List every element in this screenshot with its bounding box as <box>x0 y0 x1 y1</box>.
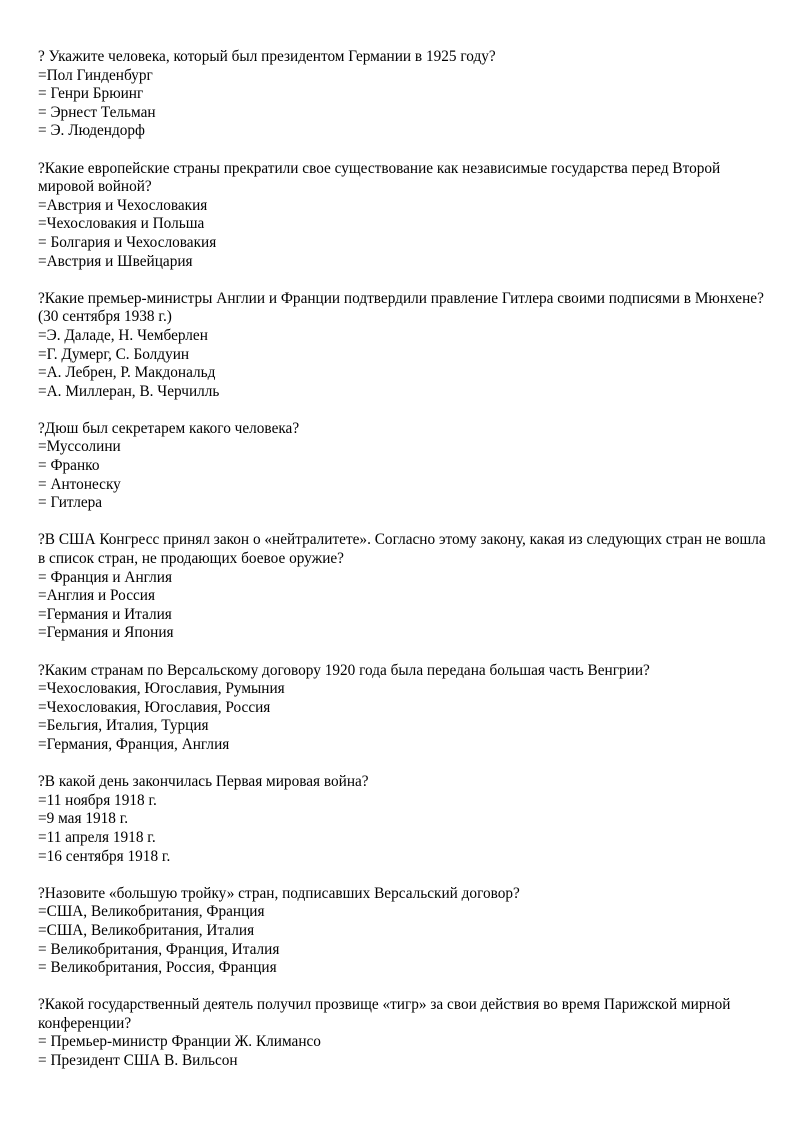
answer-option: =Австрия и Чехословакия <box>38 196 208 214</box>
question-block <box>38 885 768 978</box>
question-block <box>38 996 768 1070</box>
answer-option: =Германия и Япония <box>38 624 174 642</box>
answer-option: =США, Великобритания, Франция <box>38 903 265 921</box>
answer-option: = Э. Людендорф <box>38 122 145 140</box>
question-text: ?Дюш был секретарем какого человека? <box>38 419 300 437</box>
question-block <box>38 531 768 643</box>
answer-option: =Чехословакия и Польша <box>38 215 205 233</box>
answer-option: =Бельгия, Италия, Турция <box>38 717 209 735</box>
answer-option: = Эрнест Тельман <box>38 103 156 121</box>
answer-option: =16 сентября 1918 г. <box>38 847 171 865</box>
question-block <box>38 662 768 755</box>
answer-option: = Франко <box>38 457 100 475</box>
question-block <box>38 290 768 402</box>
answer-option: =11 апреля 1918 г. <box>38 828 156 846</box>
question-block <box>38 48 768 141</box>
answer-option: =Г. Думерг, С. Болдуин <box>38 345 190 363</box>
answer-option: =Австрия и Швейцария <box>38 252 193 270</box>
question-block <box>38 773 768 866</box>
answer-option: = Франция и Англия <box>38 568 172 586</box>
document-page <box>38 48 768 1089</box>
question-text: ?Какой государственный деятель получил прозвище «тигр» за свои действия во время Парижской мирной конференции? <box>38 996 735 1032</box>
question-text: ?В США Конгресс принял закон о «нейтралитете». Согласно этому закону, какая из следующих стран не вошла в список стран, не продающих боевое оружие? <box>38 531 770 568</box>
answer-option: =Англия и Россия <box>38 587 156 605</box>
question-text: ?Каким странам по Версальскому договору 1920 года была передана большая часть Венгрии? <box>38 661 650 679</box>
answer-option: =11 ноября 1918 г. <box>38 791 157 809</box>
question-text: ? Укажите человека, который был президентом Германии в 1925 году? <box>38 48 496 65</box>
answer-option: =А. Лебрен, Р. Макдональд <box>38 364 216 382</box>
answer-option: = Антонеску <box>38 475 121 493</box>
answer-option: =Пол Гинденбург <box>38 66 153 84</box>
answer-option: =Германия, Франция, Англия <box>38 735 230 753</box>
answer-option: =А. Миллеран, В. Черчилль <box>38 382 220 400</box>
answer-option: = Генри Брюинг <box>38 85 144 103</box>
answer-option: = Гитлера <box>38 494 103 512</box>
answer-option: = Премьер-министр Франции Ж. Климансо <box>38 1033 321 1051</box>
question-text: ?Какие премьер-министры Англии и Франции подтвердили правление Гитлера своими подписями в Мюнхене? (30 сентября 1938 г.) <box>38 289 768 326</box>
question-text: ?Назовите «большую тройку» стран, подписавших Версальский договор? <box>38 884 520 902</box>
question-text: ?В какой день закончилась Первая мировая война? <box>38 773 369 791</box>
answer-option: = Великобритания, Франция, Италия <box>38 940 280 958</box>
question-text: ?Какие европейские страны прекратили свое существование как независимые государства перед Второй мировой войной? <box>38 159 725 196</box>
question-block <box>38 160 768 272</box>
answer-option: =Германия и Италия <box>38 605 172 623</box>
answer-option: =США, Великобритания, Италия <box>38 921 255 939</box>
answer-option: =Э. Даладе, Н. Чемберлен <box>38 326 208 344</box>
answer-option: =Муссолини <box>38 438 121 456</box>
answer-option: = Великобритания, Россия, Франция <box>38 959 277 977</box>
answer-option: = Президент США В. Вильсон <box>38 1052 238 1070</box>
question-block <box>38 420 768 513</box>
answer-option: = Болгария и Чехословакия <box>38 233 217 251</box>
answer-option: =9 мая 1918 г. <box>38 810 129 828</box>
answer-option: =Чехословакия, Югославия, Румыния <box>38 680 285 698</box>
answer-option: =Чехословакия, Югославия, Россия <box>38 698 271 716</box>
